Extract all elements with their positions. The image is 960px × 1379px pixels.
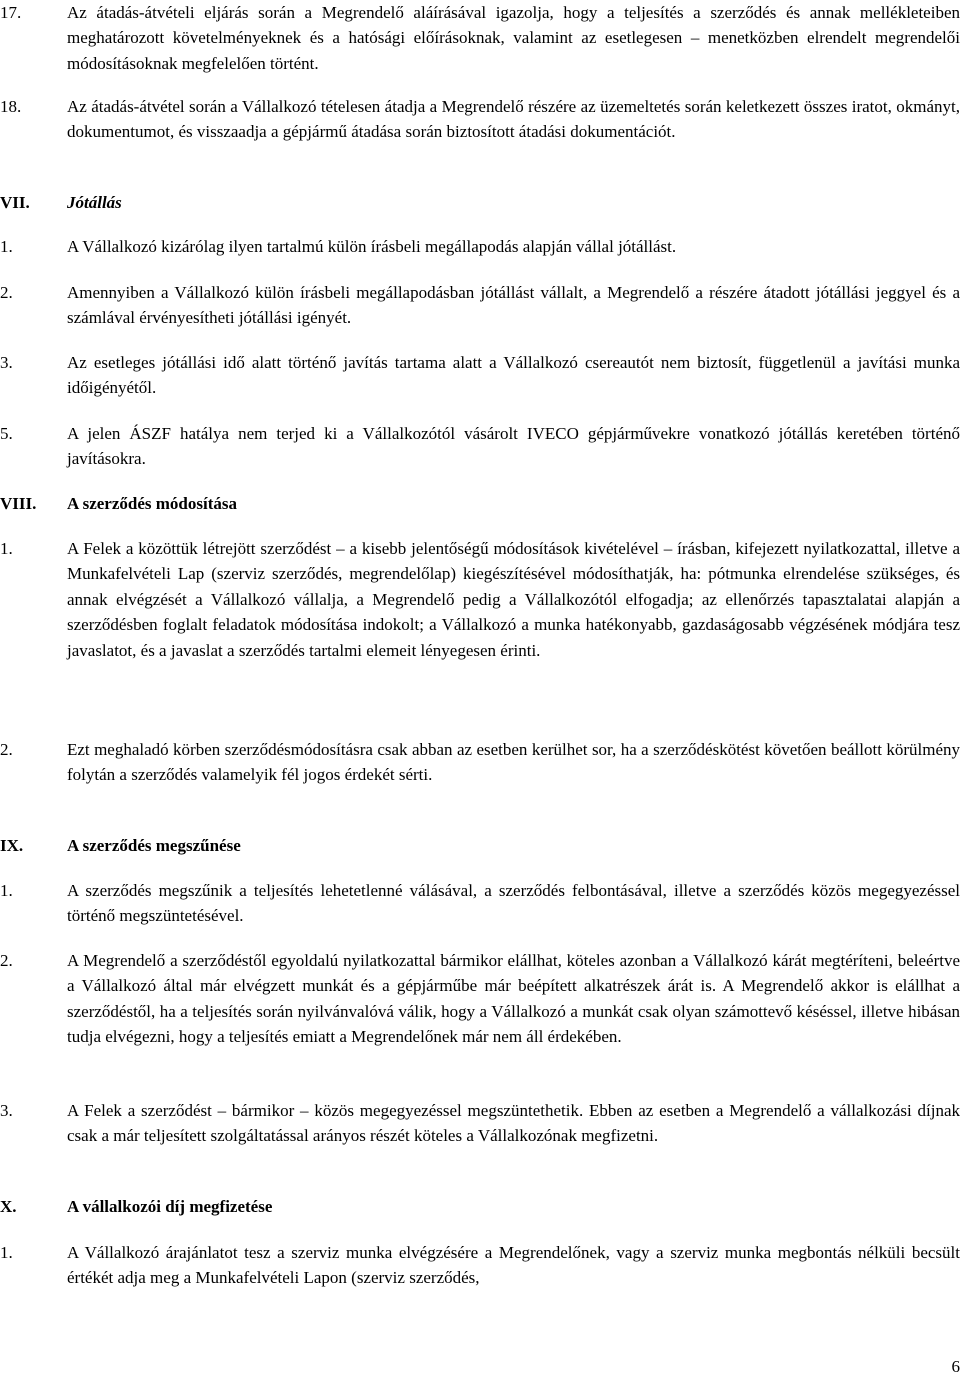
paragraph-text: Amennyiben a Vállalkozó külön írásbeli megállapodásban jótállást vállalt, a Megrendelő a részére átadott jótállási jeggyel és a számlával érvényesítheti jótállási igényét. bbox=[67, 280, 960, 331]
paragraph-text: A Felek a közöttük létrejött szerződést – a kisebb jelentőségű módosítások kivételével – írásban, kifejezett nyilatkozattal, illetve a Munkafelvételi Lap (szerviz szerződés, megrendelőlap) kiegészítésével módosíthatják, ha: pótmunka elrendelése szükséges, és annak elvégzését a Vállalkozó vállalja, a Megrendelő pedig a Vállalkozótól elfogadja; az ellenőrzés tapasztalatai alapján a szerződésben foglalt feladatok módosítása indokolt; a Vállalkozó a munka hatékonyabb, gazdaságosabb végzésének módjára tesz javaslatot, és a javaslat a szerződés tartalmi elemeit lényegesen érinti. bbox=[67, 536, 960, 663]
paragraph-ix-2 bbox=[0, 948, 960, 1050]
paragraph-18 bbox=[0, 94, 960, 145]
paragraph-text: Ezt meghaladó körben szerződésmódosításra csak abban az esetben kerülhet sor, ha a szerződéskötést követően beállott körülmény folytán a szerződés valamelyik fél jogos érdekét sérti. bbox=[67, 737, 960, 788]
section-number: VII. bbox=[0, 190, 30, 215]
section-title: A vállalkozói díj megfizetése bbox=[67, 1194, 960, 1219]
paragraph-viii-2 bbox=[0, 737, 960, 788]
paragraph-number: 3. bbox=[0, 350, 13, 375]
section-number: VIII. bbox=[0, 491, 36, 516]
section-heading-x bbox=[0, 1194, 960, 1219]
section-title: A szerződés megszűnése bbox=[67, 833, 960, 858]
paragraph-number: 2. bbox=[0, 737, 13, 762]
paragraph-number: 1. bbox=[0, 536, 13, 561]
paragraph-number: 1. bbox=[0, 234, 13, 259]
section-number: IX. bbox=[0, 833, 23, 858]
paragraph-number: 2. bbox=[0, 948, 13, 973]
paragraph-text: Az átadás-átvételi eljárás során a Megrendelő aláírásával igazolja, hogy a teljesítés a szerződés és annak mellékleteiben meghatározott követelményeknek és a hatósági előírásoknak, valamint az esetlegesen – menetközben elrendelt megrendelői módosításoknak megfelelően történt. bbox=[67, 0, 960, 76]
paragraph-text: A szerződés megszűnik a teljesítés lehetetlenné válásával, a szerződés felbontásával, illetve a szerződés közös megegyezéssel történő megszüntetésével. bbox=[67, 878, 960, 929]
paragraph-text: A Felek a szerződést – bármikor – közös megegyezéssel megszüntethetik. Ebben az esetben a Megrendelő a vállalkozási díjnak csak a már teljesített szolgáltatással arányos részét köteles a Vállalkozónak megfizetni. bbox=[67, 1098, 960, 1149]
paragraph-number: 17. bbox=[0, 0, 21, 25]
paragraph-number: 1. bbox=[0, 1240, 13, 1265]
section-number: X. bbox=[0, 1194, 17, 1219]
section-title: A szerződés módosítása bbox=[67, 491, 960, 516]
page-number: 6 bbox=[952, 1354, 960, 1379]
section-heading-viii bbox=[0, 491, 960, 516]
section-heading-vii bbox=[0, 190, 960, 215]
paragraph-text: A Vállalkozó árajánlatot tesz a szerviz munka elvégzésére a Megrendelőnek, vagy a szerviz munka megbontás nélküli becsült értékét adja meg a Munkafelvételi Lapon (szerviz szerződés, bbox=[67, 1240, 960, 1291]
section-title: Jótállás bbox=[67, 190, 960, 215]
paragraph-text: Az esetleges jótállási idő alatt történő javítás tartama alatt a Vállalkozó csereautót nem biztosít, függetlenül a javítási munka időigényétől. bbox=[67, 350, 960, 401]
paragraph-text: A Vállalkozó kizárólag ilyen tartalmú külön írásbeli megállapodás alapján vállal jótállást. bbox=[67, 234, 960, 259]
paragraph-17 bbox=[0, 0, 960, 76]
paragraph-number: 18. bbox=[0, 94, 21, 119]
paragraph-vii-5 bbox=[0, 421, 960, 472]
paragraph-text: Az átadás-átvétel során a Vállalkozó tételesen átadja a Megrendelő részére az üzemeltetés során keletkezett összes iratot, okmányt, dokumentumot, és visszaadja a gépjármű átadása során biztosított átadási dokumentációt. bbox=[67, 94, 960, 145]
section-heading-ix bbox=[0, 833, 960, 858]
paragraph-text: A jelen ÁSZF hatálya nem terjed ki a Vállalkozótól vásárolt IVECO gépjárművekre vonatkozó jótállás keretében történő javításokra. bbox=[67, 421, 960, 472]
paragraph-number: 1. bbox=[0, 878, 13, 903]
paragraph-vii-3 bbox=[0, 350, 960, 401]
paragraph-ix-1 bbox=[0, 878, 960, 929]
paragraph-text: A Megrendelő a szerződéstől egyoldalú nyilatkozattal bármikor elállhat, köteles azonban a Vállalkozó kárát megtéríteni, beleértve a Vállalkozó által már elvégzett munkát és a gépjárműbe már beépített alkatrészek árát is. A Megrendelő akkor is elállhat a szerződéstől, ha a teljesítés során nyilvánvalóvá válik, hogy a Vállalkozó a munkát csak olyan számottevő késéssel, illetve hibásan tudja elvégezni, hogy a teljesítés emiatt a Megrendelőnek már nem áll érdekében. bbox=[67, 948, 960, 1050]
paragraph-viii-1 bbox=[0, 536, 960, 663]
paragraph-ix-3 bbox=[0, 1098, 960, 1149]
paragraph-number: 5. bbox=[0, 421, 13, 446]
paragraph-vii-2 bbox=[0, 280, 960, 331]
paragraph-x-1 bbox=[0, 1240, 960, 1291]
paragraph-number: 2. bbox=[0, 280, 13, 305]
paragraph-vii-1 bbox=[0, 234, 960, 259]
paragraph-number: 3. bbox=[0, 1098, 13, 1123]
